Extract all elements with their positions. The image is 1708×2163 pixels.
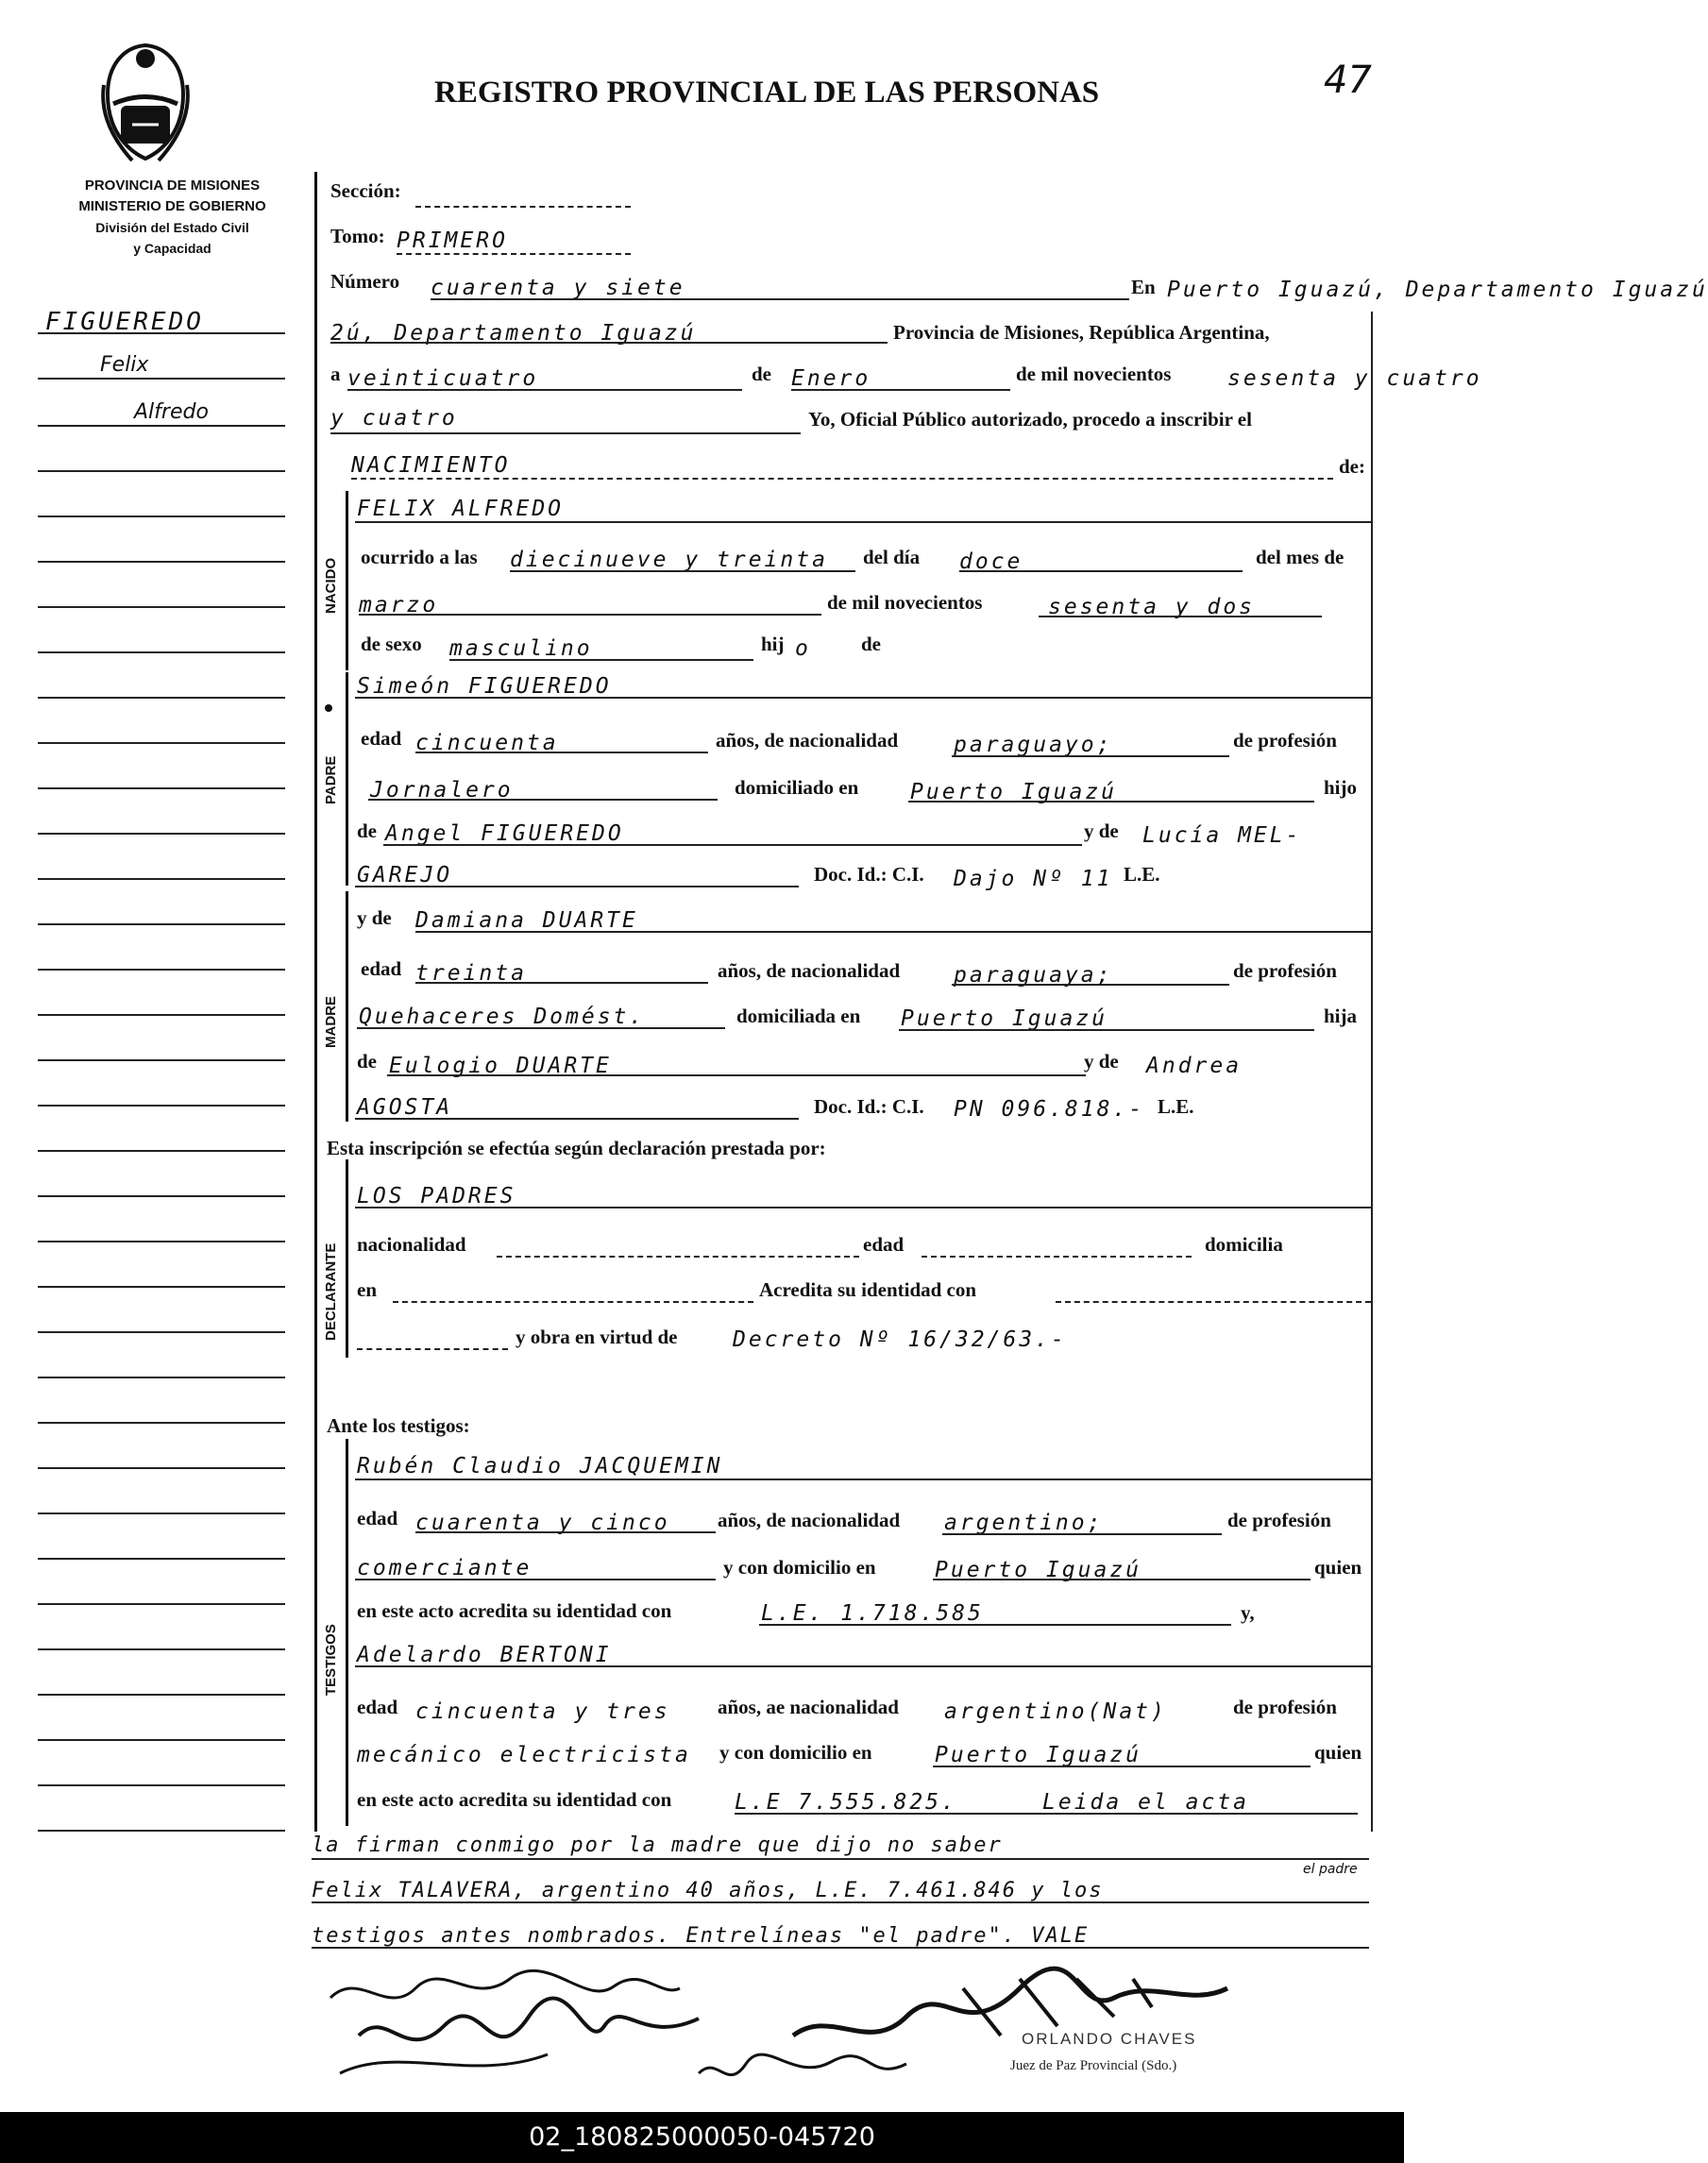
madre-doc: PN 096.818.-: [954, 1097, 1145, 1122]
de-label: de: [752, 363, 771, 385]
seccion-label: Sección:: [330, 179, 401, 202]
capacity-label: y Capacidad: [133, 241, 211, 256]
issuer-block: [38, 176, 307, 259]
y-de-label: y de: [1084, 820, 1119, 842]
padre-edad-label: edad: [361, 727, 402, 750]
de-colon-label: de:: [1339, 455, 1365, 478]
acto-value: NACIMIENTO: [351, 453, 511, 478]
padre-edad: cincuenta: [415, 731, 559, 755]
en-value-cont: 2ú, Departamento Iguazú: [330, 321, 697, 346]
acredita-label: Acredita su identidad con: [759, 1278, 977, 1301]
nota-linea-3: testigos antes nombrados. Entrelíneas "el padre". VALE: [312, 1924, 1090, 1948]
madre-profesion-label: de profesión: [1233, 959, 1337, 982]
inscripcion-label: Esta inscripción se efectúa según declaración prestada por:: [327, 1137, 826, 1159]
padre-anios-label: años, de nacionalidad: [716, 729, 899, 752]
leida-acta: Leida el acta: [1042, 1790, 1250, 1815]
dia-value: doce: [959, 549, 1023, 574]
de-mil-label: de mil novecientos: [1016, 363, 1172, 385]
padre-doc: Dajo Nº 11: [954, 867, 1113, 891]
signatures: [302, 1951, 1378, 2111]
declarante-value: LOS PADRES: [357, 1184, 516, 1208]
official-name: ORLANDO CHAVES: [1022, 2030, 1197, 2048]
t1-doc: L.E. 1.718.585: [761, 1601, 984, 1626]
hijo-suffix: o: [795, 636, 811, 661]
t2-quien-label: quien: [1314, 1741, 1362, 1764]
madre-le-label: L.E.: [1158, 1095, 1194, 1118]
madre-nombre: Damiana DUARTE: [415, 908, 638, 933]
hora-value: diecinueve y treinta: [510, 548, 828, 572]
anio-inscripcion-cont: y cuatro: [330, 406, 458, 431]
t2-nacionalidad: argentino(Nat): [944, 1699, 1167, 1724]
sexo-value: masculino: [449, 636, 593, 661]
nacido-nombre: FELIX ALFREDO: [357, 497, 565, 521]
madre-nacionalidad: paraguaya;: [954, 963, 1113, 988]
nota-linea-1: la firman conmigo por la madre que dijo no saber: [312, 1833, 1003, 1857]
y-comma-label: y,: [1241, 1601, 1255, 1624]
hija-label: hija: [1324, 1005, 1358, 1027]
testigo2-nombre: Adelardo BERTONI: [357, 1643, 612, 1667]
le-label: L.E.: [1124, 863, 1160, 886]
division-label: División del Estado Civil: [95, 220, 249, 235]
madre-domicilio: Puerto Iguazú: [901, 1006, 1108, 1031]
madre-de-label: de: [357, 1050, 377, 1073]
hijo2-label: hijo: [1324, 776, 1358, 799]
t2-edad: cincuenta y tres: [415, 1699, 670, 1724]
t2-edad-label: edad: [357, 1696, 398, 1718]
hijo-label: hij: [761, 633, 785, 655]
abuela-materna-2: AGOSTA: [357, 1095, 453, 1120]
abuela-materna-1: Andrea: [1146, 1054, 1243, 1078]
official-title: Juez de Paz Provincial (Sdo.): [1010, 2058, 1177, 2073]
t2-anios-label: años, ae nacionalidad: [718, 1696, 899, 1718]
t2-acredita-label: en este acto acredita su identidad con: [357, 1788, 672, 1811]
domiciliada-label: domiciliada en: [736, 1005, 861, 1027]
dia-inscripcion: veinticuatro: [347, 366, 539, 391]
t1-quien-label: quien: [1314, 1556, 1362, 1579]
madre-edad: treinta: [415, 961, 527, 986]
del-mes-label: del mes de: [1256, 546, 1344, 568]
t1-nacionalidad: argentino;: [944, 1511, 1104, 1535]
t1-domicilio: Puerto Iguazú: [935, 1558, 1142, 1582]
margin-name-1: Felix: [100, 353, 149, 377]
tomo-value: PRIMERO: [397, 228, 508, 253]
y-de-madre-label: y de: [357, 906, 392, 929]
t2-doc: L.E 7.555.825.: [735, 1790, 957, 1815]
yo-label: Yo, Oficial Público autorizado, procedo a inscribir el: [808, 408, 1252, 431]
coat-of-arms-seal: [94, 38, 196, 168]
page-title: REGISTRO PROVINCIAL DE LAS PERSONAS: [434, 76, 1100, 110]
declarante-bracket: [346, 1159, 348, 1358]
sexo-label: de sexo: [361, 633, 422, 655]
en-value: Puerto Iguazú, Departamento Iguazú: [1167, 278, 1708, 302]
t2-domicilio: Puerto Iguazú: [935, 1743, 1142, 1767]
t2-profesion-label: de profesión: [1233, 1696, 1337, 1718]
t1-profesion-label: de profesión: [1227, 1509, 1331, 1531]
madre-anios-label: años, de nacionalidad: [718, 959, 901, 982]
y-obra-label: y obra en virtud de: [516, 1326, 678, 1348]
de-mil2-label: de mil novecientos: [827, 591, 983, 614]
padre-profesion: Jornalero: [370, 778, 514, 803]
declarante-label: DECLARANTE: [323, 1242, 339, 1341]
numero-value: cuarenta y siete: [431, 276, 685, 300]
provincia-label: Provincia de Misiones, República Argentina,: [893, 321, 1270, 344]
anio-inscripcion: sesenta y cuatro: [1227, 366, 1482, 391]
tomo-label: Tomo:: [330, 225, 385, 247]
ante-testigos-label: Ante los testigos:: [327, 1414, 470, 1437]
padre-profesion-label: de profesión: [1233, 729, 1337, 752]
padre-nombre: Simeón FIGUEREDO: [357, 674, 612, 699]
de2-label: de: [357, 820, 377, 842]
padre-label: PADRE: [323, 755, 339, 804]
ocurrido-label: ocurrido a las: [361, 546, 478, 568]
nacido-bracket: [346, 491, 348, 670]
t1-edad-label: edad: [357, 1507, 398, 1529]
t2-profesion: mecánico electricista: [357, 1743, 691, 1767]
margin-name-2: Alfredo: [134, 400, 209, 424]
margin-surname: FIGUEREDO: [45, 308, 204, 336]
madre-bracket: [346, 891, 348, 1122]
del-dia-label: del día: [863, 546, 921, 568]
madre-doc-label: Doc. Id.: C.I.: [814, 1095, 924, 1118]
madre-y-de-label: y de: [1084, 1050, 1119, 1073]
padre-bracket: [346, 672, 348, 886]
abuela-paterna-1: Lucía MEL-: [1142, 823, 1302, 848]
t2-domicilio-label: y con domicilio en: [719, 1741, 872, 1764]
a-label: a: [330, 363, 341, 385]
t1-acredita-label: en este acto acredita su identidad con: [357, 1599, 672, 1622]
madre-label: MADRE: [323, 996, 339, 1048]
t1-domicilio-label: y con domicilio en: [723, 1556, 876, 1579]
domiciliado-label: domiciliado en: [735, 776, 859, 799]
t1-edad: cuarenta y cinco: [415, 1511, 670, 1535]
t1-profesion: comerciante: [357, 1556, 533, 1580]
anio-nac-value: sesenta y dos: [1048, 595, 1256, 619]
page-number: 47: [1324, 59, 1372, 102]
doc-id-label: Doc. Id.: C.I.: [814, 863, 924, 886]
abuelo-materno: Eulogio DUARTE: [389, 1054, 612, 1078]
mes-inscripcion: Enero: [791, 366, 871, 391]
domicilia-label: domicilia: [1205, 1233, 1283, 1256]
abuelo-paterno: Angel FIGUEREDO: [385, 821, 624, 846]
testigo1-nombre: Rubén Claudio JACQUEMIN: [357, 1454, 723, 1479]
en-label: En: [1131, 276, 1156, 298]
main-separator: [314, 172, 317, 1832]
testigos-bracket: [346, 1439, 348, 1826]
abuela-paterna-2: GAREJO: [357, 863, 453, 887]
en-d-label: en: [357, 1278, 377, 1301]
madre-profesion: Quehaceres Domést.: [359, 1005, 646, 1029]
decreto-value: Decreto Nº 16/32/63.-: [733, 1327, 1067, 1352]
bullet-dot: [325, 704, 332, 712]
padre-nacionalidad: paraguayo;: [954, 733, 1113, 757]
numero-label: Número: [330, 270, 400, 293]
testigos-label: TESTIGOS: [323, 1624, 339, 1696]
nacido-label: NACIDO: [323, 557, 339, 614]
padre-domicilio: Puerto Iguazú: [910, 780, 1118, 804]
nota-linea-2: Felix TALAVERA, argentino 40 años, L.E. 7.461.846 y los: [312, 1879, 1104, 1902]
t1-anios-label: años, de nacionalidad: [718, 1509, 901, 1531]
madre-edad-label: edad: [361, 957, 402, 980]
nacionalidad-label: nacionalidad: [357, 1233, 466, 1256]
province-label: PROVINCIA DE MISIONES: [84, 177, 261, 194]
nota-superscript: el padre: [1303, 1862, 1358, 1877]
ministry-label: MINISTERIO DE GOBIERNO: [78, 198, 266, 214]
mes-value: marzo: [359, 593, 439, 617]
document-id-bar: 02_180825000050-045720: [0, 2112, 1404, 2163]
edad-d-label: edad: [863, 1233, 905, 1256]
right-border: [1371, 312, 1373, 1832]
de-small-label: de: [861, 633, 881, 655]
